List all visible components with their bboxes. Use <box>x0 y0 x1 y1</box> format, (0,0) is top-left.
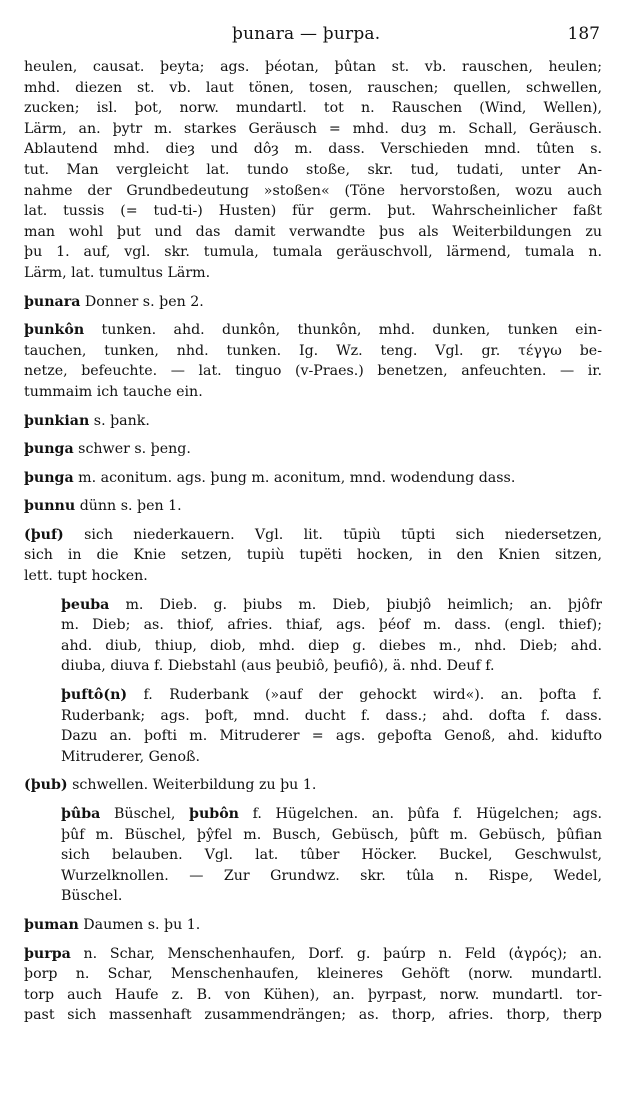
entry-thunnu <box>24 496 602 517</box>
headword: (þuf) <box>24 526 64 543</box>
headword: þeuba <box>61 596 110 613</box>
text-line: lat. tussis (= tud-ti-) Husten) für germ. þut. Wahrscheinlicher faßt <box>24 203 602 220</box>
definition: Büschel, <box>100 806 190 822</box>
headword-secondary: þubôn <box>189 806 239 822</box>
definition: schwer s. þeng. <box>73 441 191 458</box>
headword: þurpa <box>24 945 71 962</box>
entry-thunga-2 <box>24 468 602 489</box>
text-line: lett. tupt hocken. <box>24 568 148 585</box>
entry-thunkian <box>24 411 602 432</box>
definition: m. aconitum. ags. þung m. aconitum, mnd. wodendung dass. <box>73 469 516 486</box>
headword: þunga <box>24 469 74 486</box>
headword: þunga <box>24 441 74 458</box>
text-line: torp auch Haufe z. B. von Kühen), an. þyrpast, norw. mundartl. tor- <box>24 986 602 1003</box>
text-line: Wurzelknollen. — Zur Grundwz. skr. tûla n. Rispe, Wedel, <box>61 867 602 884</box>
text-line: ahd. diub, thiup, diob, mhd. diep g. diebes m., nhd. Dieb; ahd. <box>61 637 602 654</box>
text-line: Ruderbank; ags. þoft, mnd. ducht f. dass.; ahd. dofta f. dass. <box>61 707 602 724</box>
entry-theuba <box>24 595 602 677</box>
headword: þuman <box>24 916 79 933</box>
headword: þûba <box>61 806 101 822</box>
definition: s. þank. <box>89 412 150 429</box>
text-line: Lärm, lat. tumultus Lärm. <box>24 264 211 281</box>
headword: þunara <box>24 293 81 310</box>
text-line: mhd. diezen st. vb. laut tönen, tosen, rauschen; quellen, schwellen, <box>24 79 602 96</box>
headword: þuftô(n) <box>61 687 128 704</box>
entry-thufton <box>24 685 602 767</box>
definition: n. Schar, Menschenhaufen, Dorf. g. þaúrp n. Feld (ἀγρός); an. <box>70 945 602 962</box>
entry-thunga-1 <box>24 439 602 460</box>
definition: schwellen. Weiterbildung zu þu 1. <box>67 777 317 794</box>
text-line: þu 1. auf, vgl. skr. tumula, tumala geräuschvoll, lärmend, tumala n. <box>24 244 602 261</box>
entry-thuman <box>24 915 602 936</box>
text-line: man wohl þut und das damit verwandte þus als Weiterbildungen zu <box>24 223 602 240</box>
text-line: heulen, causat. þeyta; ags. þéotan, þûtan st. vb. rauschen, heulen; <box>24 59 602 75</box>
entry-thurpa <box>24 944 602 1026</box>
definition: Daumen s. þu 1. <box>78 916 201 933</box>
text-line: sich belauben. Vgl. lat. tûber Höcker. Buckel, Geschwulst, <box>61 847 602 864</box>
dictionary-body <box>24 57 602 1026</box>
headword: þunkôn <box>24 322 85 339</box>
entry-thuf <box>24 525 602 587</box>
text-line: zucken; isl. þot, norw. mundartl. tot n. Rauschen (Wind, Wellen), <box>24 100 602 117</box>
text-line: nahme der Grundbedeutung »stoßen« (Töne hervorstoßen, wozu auch <box>24 182 602 199</box>
text-line: past sich massenhaft zusammendrängen; as. thorp, afries. thorp, therp <box>24 1007 602 1024</box>
entry-thuba <box>24 804 602 907</box>
running-title: þunara — þurpa. <box>232 24 381 44</box>
page-header <box>0 22 625 46</box>
text-line: netze, befeuchte. — lat. tinguo (v-Praes.) benetzen, anfeuchten. — ir. <box>24 363 602 380</box>
page-number: 187 <box>567 24 600 44</box>
text-line: Ablautend mhd. dieȝ und dôȝ m. dass. Verschieden mnd. tûten s. <box>24 141 602 158</box>
headword: (þub) <box>24 777 68 794</box>
text-line: tummaim ich tauche ein. <box>24 383 203 400</box>
definition: f. Hügelchen. an. þûfa f. Hügelchen; ags. <box>238 806 602 822</box>
text-line: m. Dieb; as. thiof, afries. thiaf, ags. þéof m. dass. (engl. thief); <box>61 617 602 634</box>
entry-thunara <box>24 292 602 313</box>
text-line: Mitruderer, Genoß. <box>61 748 200 765</box>
text-line: Lärm, an. þytr m. starkes Geräusch = mhd. duȝ m. Schall, Geräusch. <box>24 120 602 137</box>
definition: f. Ruderbank (»auf der gehockt wird«). an. þofta f. <box>127 687 602 704</box>
definition: m. Dieb. g. þiubs m. Dieb, þiubjô heimlich; an. þjôfr <box>109 596 602 613</box>
text-line: Dazu an. þofti m. Mitruderer = ags. geþofta Genoß, ahd. kidufto <box>61 728 602 745</box>
definition: dünn s. þen 1. <box>75 498 182 515</box>
entry-continuation <box>24 57 602 284</box>
text-line: Büschel. <box>61 888 123 905</box>
definition: tunken. ahd. dunkôn, thunkôn, mhd. dunken, tunken ein- <box>84 322 602 339</box>
entry-thunkon <box>24 320 602 402</box>
text-line: þûf m. Büschel, þŷfel m. Busch, Gebüsch, þûft m. Gebüsch, þûfian <box>61 826 602 843</box>
text-line: tauchen, tunken, nhd. tunken. Ig. Wz. teng. Vgl. gr. τέγγω be- <box>24 342 602 359</box>
text-line: þorp n. Schar, Menschenhaufen, kleineres Gehöft (norw. mundartl. <box>24 966 602 983</box>
definition: sich niederkauern. Vgl. lit. tūpiù tūpti sich niedersetzen, <box>63 526 602 543</box>
definition: Donner s. þen 2. <box>80 293 204 310</box>
text-line: tut. Man vergleicht lat. tundo stoße, skr. tud, tudati, unter An- <box>24 161 602 178</box>
text-line: diuba, diuva f. Diebstahl (aus þeubiô, þeufiô), ä. nhd. Deuf f. <box>61 658 495 675</box>
text-line: sich in die Knie setzen, tupiù tupëti hocken, in den Knien sitzen, <box>24 547 602 564</box>
headword: þunkian <box>24 412 90 429</box>
entry-thub <box>24 775 602 796</box>
headword: þunnu <box>24 498 76 515</box>
